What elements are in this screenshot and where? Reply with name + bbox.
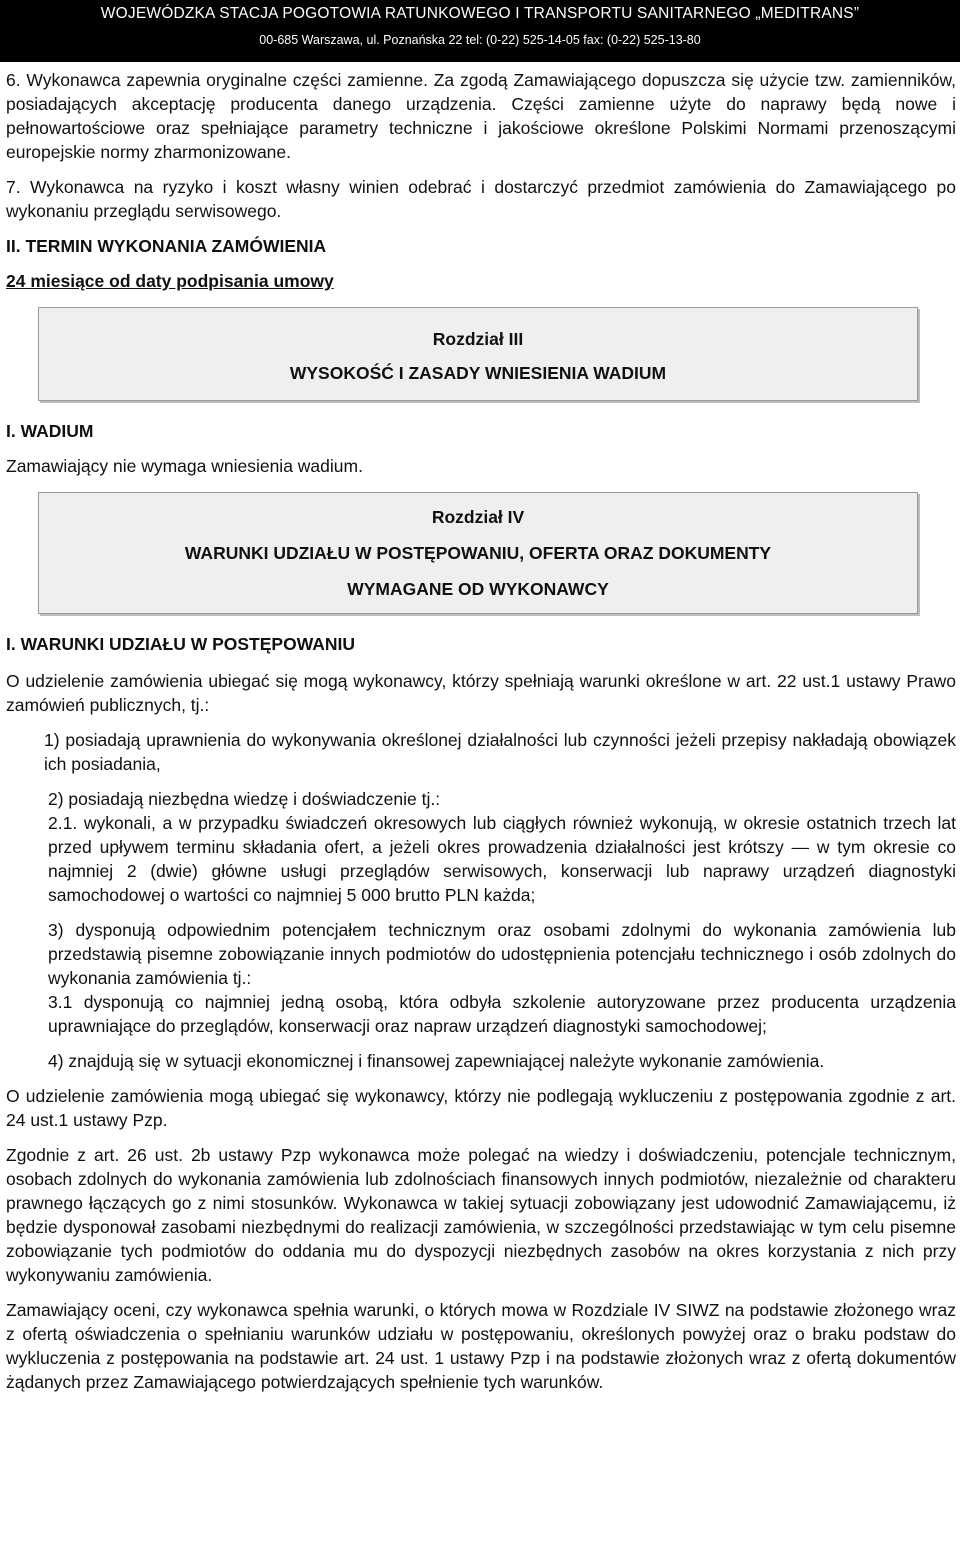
condition-3: 3) dysponują odpowiednim potencjałem technicznym oraz osobami zdolnymi do wykonania zamówienia lub przedstawią pisemne zobowiązanie innych podmiotów do udostępnienia potencjału technicznego i osób zdolnych do wykonania zamówienia tj.: [48,920,956,988]
letterhead [0,0,960,62]
condition-2: 2) posiadają niezbędna wiedzę i doświadczenie tj.: [48,789,441,809]
wadium-text: Zamawiający nie wymaga wniesienia wadium. [6,456,363,476]
chapter-3-title: Rozdział III [432,329,524,349]
condition-4: 4) znajdują się w sytuacji ekonomicznej i finansowej zapewniającej należyte wykonanie zamówienia. [48,1051,825,1071]
chapter-4-subtitle-line2: WYMAGANE OD WYKONAWCY [347,579,609,599]
chapter-4-box [38,492,918,614]
paragraph-7: 7. Wykonawca na ryzyko i koszt własny winien odebrać i dostarczyć przedmiot zamówienia do Zamawiającego po wykonaniu przeglądu serwisowego. [6,177,956,221]
warunki-intro: O udzielenie zamówienia ubiegać się mogą wykonawcy, którzy spełniają warunki określone w art. 22 ust.1 ustawy Prawo zamówień publicznych, tj.: [6,671,956,715]
paragraph-assessment: Zamawiający oceni, czy wykonawca spełnia warunki, o których mowa w Rozdziale IV SIWZ na podstawie złożonego wraz z ofertą oświadczenia o spełnianiu warunków udziału w postępowaniu, określonych powyżej oraz o braku podstaw do wykluczenia z postępowania na podstawie art. 24 ust. 1 ustawy Pzp i na podstawie złożonych wraz z ofertą dokumentów żądanych przez Zamawiającego potwierdzających spełnienie tych warunków. [6,1300,956,1392]
paragraph-exclusion: O udzielenie zamówienia mogą ubiegać się wykonawcy, którzy nie podlegają wykluczeniu z postępowania zgodnie z art. 24 ust.1 ustawy Pzp. [6,1086,956,1130]
letterhead-address: 00-685 Warszawa, ul. Poznańska 22 tel: (0-22) 525-14-05 fax: (0-22) 525-13-80 [259,33,701,47]
chapter-3-subtitle: WYSOKOŚĆ I ZASADY WNIESIENIA WADIUM [289,363,667,383]
termin-heading: II. TERMIN WYKONANIA ZAMÓWIENIA [6,236,327,256]
letterhead-title: WOJEWÓDZKA STACJA POGOTOWIA RATUNKOWEGO I TRANSPORTU SANITARNEGO „MEDITRANS” [100,5,860,22]
termin-value: 24 miesiące od daty podpisania umowy [6,271,334,291]
chapter-4-title: Rozdział IV [431,507,525,527]
warunki-heading: I. WARUNKI UDZIAŁU W POSTĘPOWANIU [6,634,356,654]
condition-3-1: 3.1 dysponują co najmniej jedną osobą, która odbyła szkolenie autoryzowane przez producenta urządzenia uprawniające do przeglądów, konserwacji oraz napraw urządzeń diagnostyki samochodowej; [48,992,956,1036]
condition-2-1: 2.1. wykonali, a w przypadku świadczeń okresowych lub ciągłych również wykonują, w okresie ostatnich trzech lat przed upływem terminu składania ofert, a jeżeli okres prowadzenia działalności jest krótszy — w tym okresie co najmniej 2 (dwie) główne usługi przeglądów serwisowych, konserwacji lub naprawy urządzeń diagnostyki samochodowej o wartości co najmniej 5 000 brutto PLN każda; [48,813,956,905]
document-body [6,68,956,1394]
chapter-4-subtitle-line1: WARUNKI UDZIAŁU W POSTĘPOWANIU, OFERTA ORAZ DOKUMENTY [184,543,772,563]
chapter-3-box [38,307,918,401]
condition-1: 1) posiadają uprawnienia do wykonywania określonej działalności lub czynności jeżeli przepisy nakładają obowiązek ich posiadania, [44,730,956,774]
wadium-heading: I. WADIUM [6,421,94,441]
paragraph-art26: Zgodnie z art. 26 ust. 2b ustawy Pzp wykonawca może polegać na wiedzy i doświadczeniu, potencjale technicznym, osobach zdolnych do wykonania zamówienia lub zdolnościach finansowych innych podmiotów, niezależnie od charakteru prawnego łączących go z nimi stosunków. Wykonawca w takiej sytuacji zobowiązany jest udowodnić Zamawiającemu, iż będzie dysponował zasobami niezbędnymi do realizacji zamówienia, w szczególności przedstawiając w tym celu pisemne zobowiązanie tych podmiotów do oddania mu do dyspozycji niezbędnych zasobów na okres korzystania z nich przy wykonywaniu zamówienia. [6,1145,956,1285]
paragraph-6: 6. Wykonawca zapewnia oryginalne części zamienne. Za zgodą Zamawiającego dopuszcza się użycie tzw. zamienników, posiadających akceptację producenta danego urządzenia. Części zamienne użyte do naprawy będą nowe i pełnowartościowe oraz spełniające parametry techniczne i jakościowe określone Polskimi Normami przenoszącymi europejskie normy zharmonizowane. [6,70,956,162]
